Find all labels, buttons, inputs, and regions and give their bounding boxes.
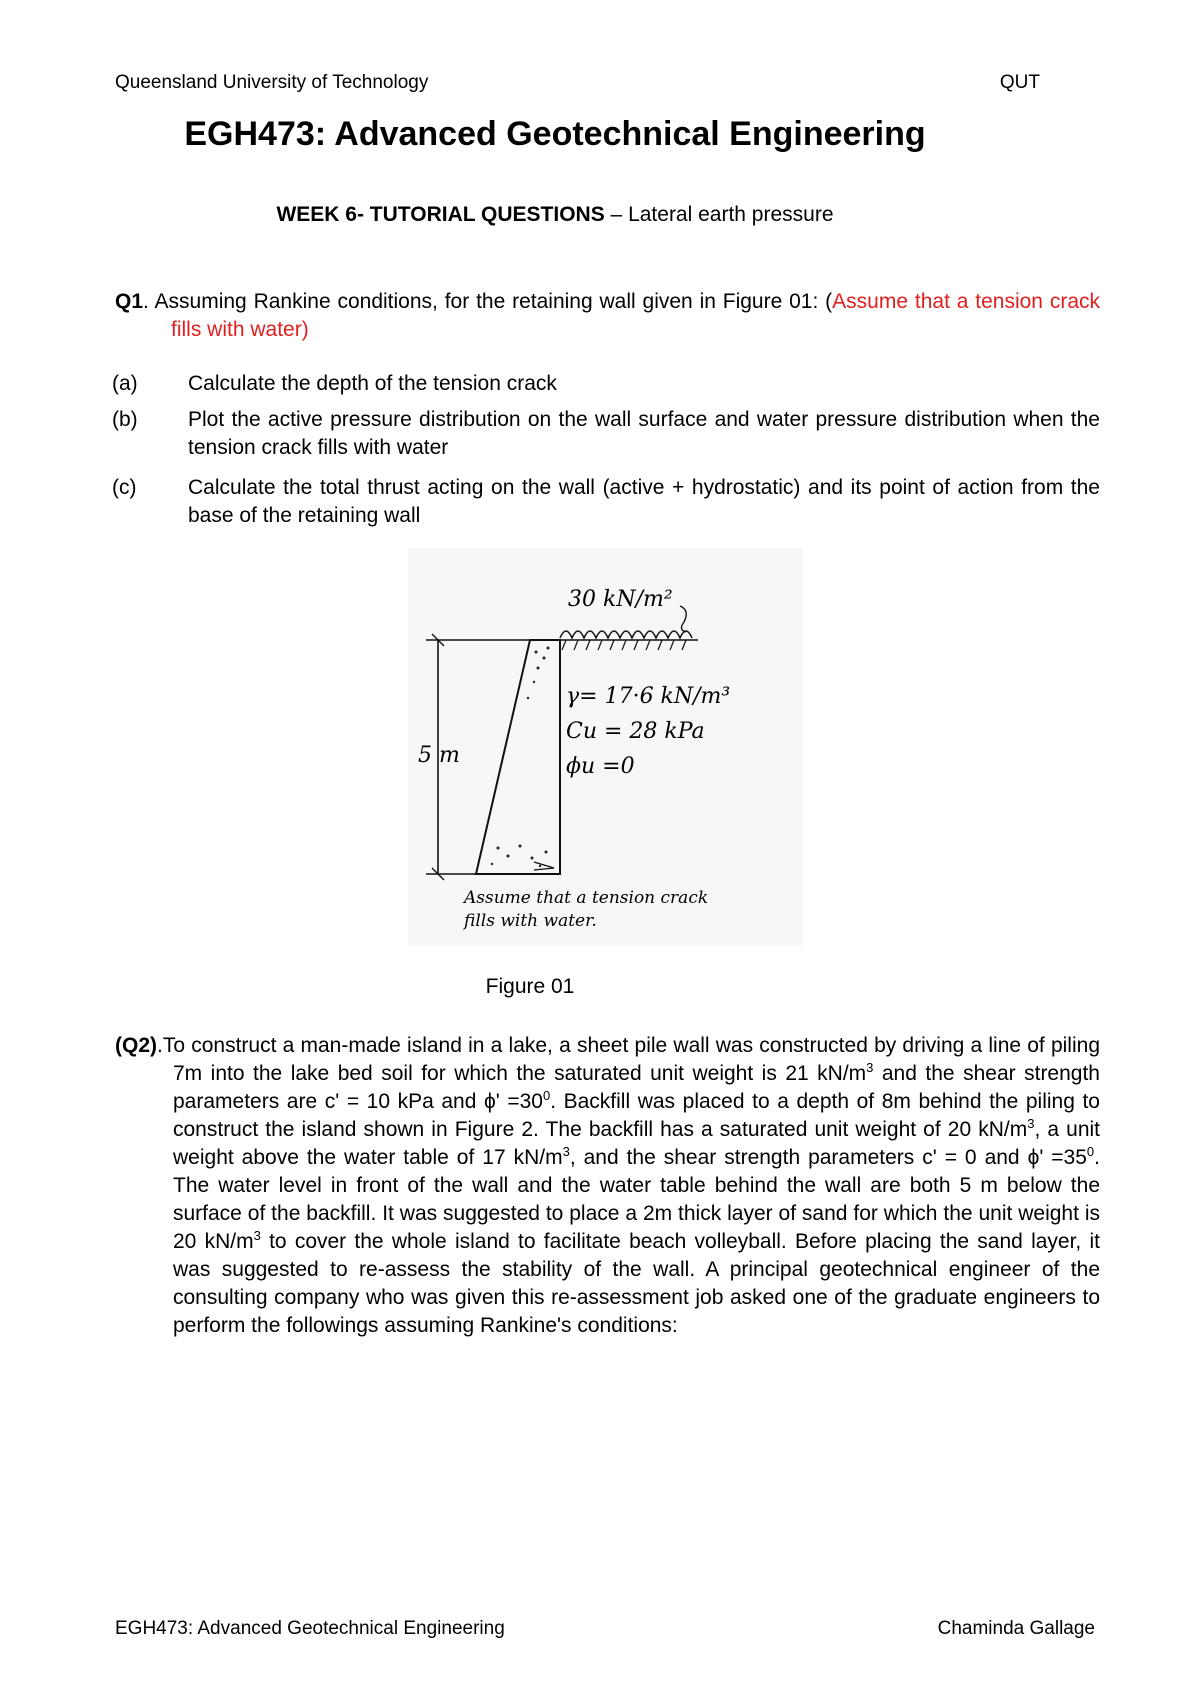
subtitle-topic: – Lateral earth pressure — [604, 203, 834, 226]
q2-sup-6: 3 — [253, 1228, 261, 1243]
surcharge-load-icon — [560, 631, 692, 638]
surcharge-label: 30 kN/m² — [568, 587, 673, 612]
surcharge-pointer-icon — [680, 606, 686, 632]
part-a-text: Calculate the depth of the tension crack — [188, 372, 557, 395]
question-1-part-c — [112, 474, 1100, 530]
part-c-tag: (c) — [112, 476, 137, 499]
question-1-part-a — [112, 370, 1100, 398]
part-b-text: Plot the active pressure distribution on the wall surface and water pressure distribution when the tension crack fills with water — [188, 408, 1100, 459]
question-2-label: (Q2) — [115, 1034, 157, 1057]
page-title: EGH473: Advanced Geotechnical Engineering — [184, 115, 926, 153]
question-1-stem — [115, 288, 1100, 344]
wall-base-mark — [534, 862, 554, 870]
part-b-tag: (b) — [112, 408, 138, 431]
height-label: 5 m — [418, 743, 460, 768]
q2-text-6: . The water level in front of the wall and the water table behind the wall are both 5 m below the surface of the backfill. It was suggested to place a 2m thick layer of sand for which the unit weight is 20 kN/m — [173, 1146, 1100, 1253]
q2-text-5: , and the shear strength parameters c' = 0 and ϕ' =35 — [569, 1146, 1087, 1169]
footer-course: EGH473: Advanced Geotechnical Engineering — [115, 1618, 505, 1639]
question-1 — [115, 288, 1100, 344]
q2-sup-3: 3 — [1027, 1116, 1035, 1131]
question-1-label: Q1 — [115, 290, 144, 313]
part-c-text: Calculate the total thrust acting on the wall (active + hydrostatic) and its point of action from the base of the retaining wall — [188, 476, 1100, 527]
question-2-text — [115, 1032, 1100, 1340]
friction-angle-label: ϕu =0 — [566, 754, 635, 779]
q2-text-1: .To construct a man-made island in a lake, a sheet pile wall was constructed by driving a line of piling 7m into the lake bed soil for which the saturated unit weight is 21 kN/m — [157, 1034, 1100, 1085]
unit-weight-label: γ= 17·6 kN/m³ — [566, 684, 731, 709]
cohesion-label: Cu = 28 kPa — [566, 719, 705, 744]
ground-hatching — [562, 640, 686, 650]
page-subtitle — [0, 203, 1110, 227]
footer-author: Chaminda Gallage — [937, 1618, 1095, 1639]
figure-retaining-wall — [408, 548, 803, 946]
figure-caption: Figure 01 — [485, 975, 575, 998]
figure-note-line-1: Assume that a tension crack — [464, 888, 709, 908]
q2-text-3: . Backfill was placed to a depth of 8m behind the piling to construct the island shown in Figure 2. The backfill has a saturated unit weight of 20 kN/m — [173, 1090, 1100, 1141]
q2-sup-2: 0 — [542, 1088, 551, 1103]
q2-sup-4: 3 — [562, 1144, 570, 1159]
q2-text-4: , a unit weight above the water table of 17 kN/m — [173, 1118, 1100, 1169]
header-institution: Queensland University of Technology — [115, 72, 429, 93]
figure-note-line-2: fills with water. — [464, 911, 597, 931]
q2-text-7: to cover the whole island to facilitate beach volleyball. Before placing the sand layer, it was suggested to re-assess the stability of the wall. A principal geotechnical engineer of the consulting company who was given this re-assessment job asked one of the graduate engineers to perform the followings assuming Rankine's conditions: — [173, 1230, 1101, 1337]
q2-sup-5: 0 — [1086, 1144, 1095, 1159]
question-1-part-b — [112, 406, 1100, 462]
q2-sup-1: 3 — [866, 1060, 874, 1075]
question-2 — [115, 1032, 1100, 1340]
subtitle-week: WEEK 6- TUTORIAL QUESTIONS — [276, 203, 605, 226]
question-1-text: . Assuming Rankine conditions, for the retaining wall given in Figure 01: ( — [143, 290, 833, 313]
q2-text-2: and the shear strength parameters are c' = 10 kPa and ϕ' =30 — [173, 1062, 1100, 1113]
question-1-note: Assume that a tension crack fills with water) — [171, 290, 1101, 341]
part-a-tag: (a) — [112, 372, 138, 395]
header-abbrev: QUT — [999, 72, 1040, 93]
retaining-wall-outline — [476, 640, 560, 874]
